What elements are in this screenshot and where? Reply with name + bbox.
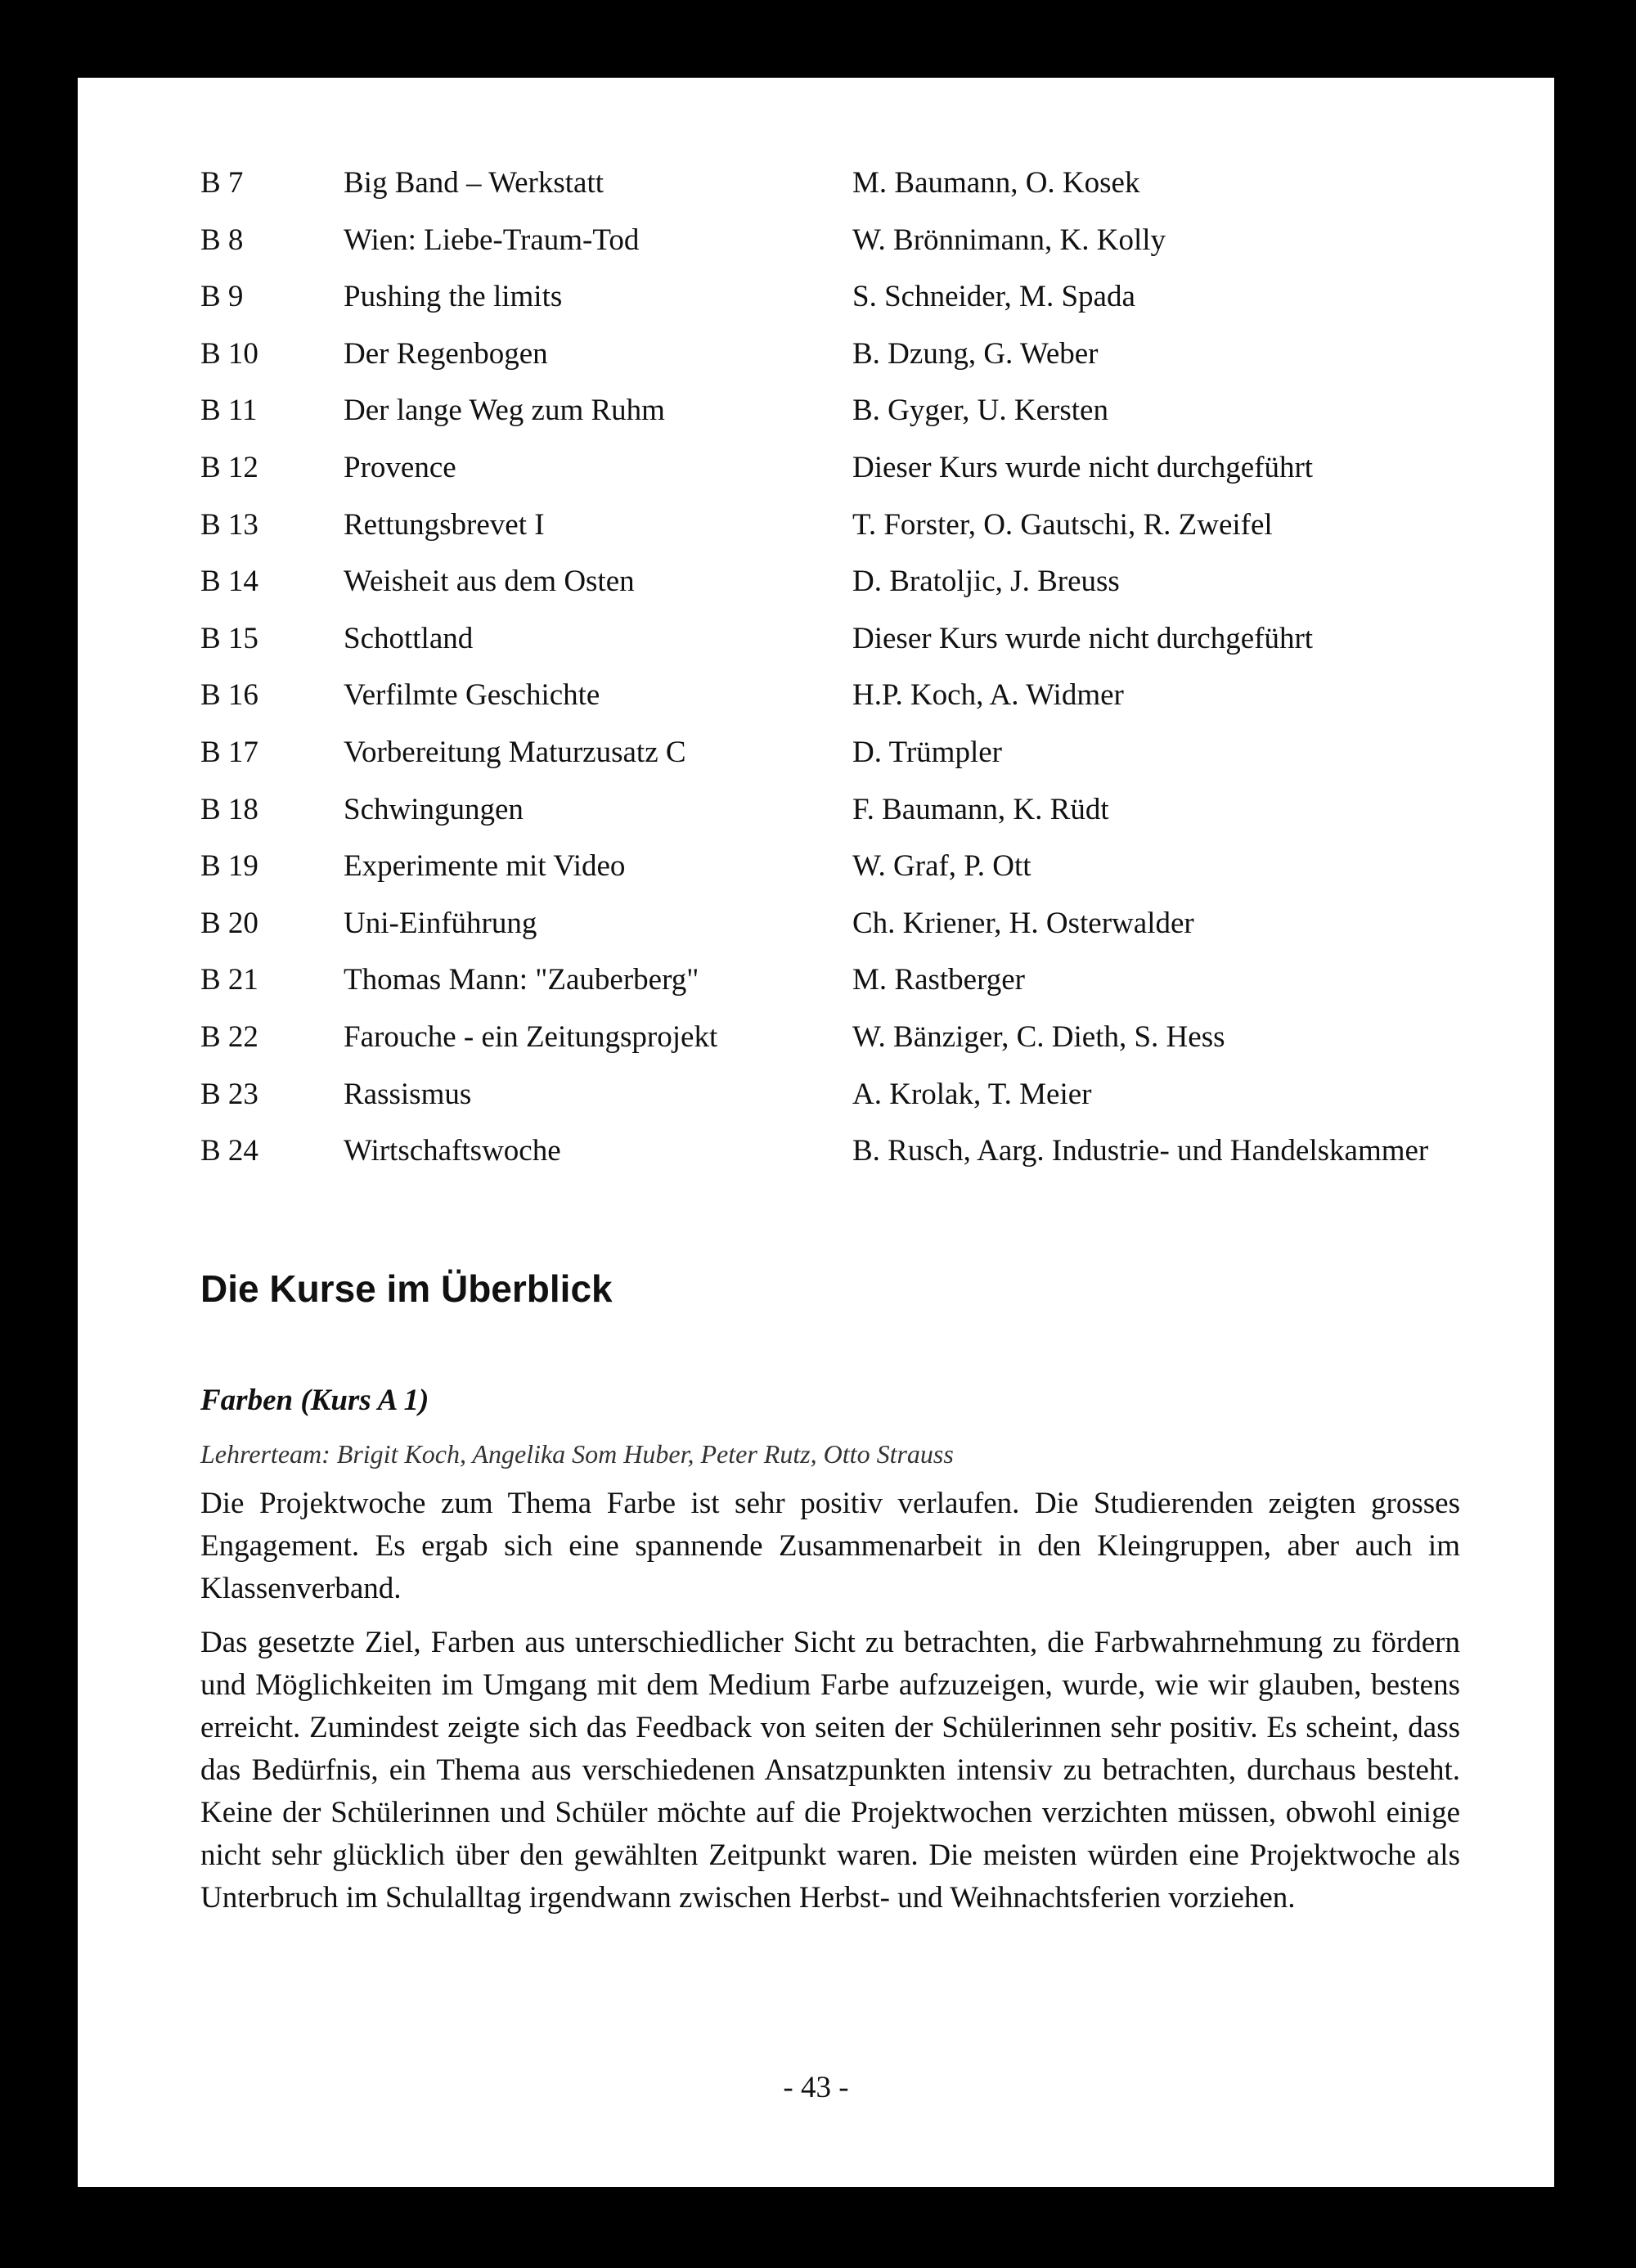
course-row	[200, 160, 1526, 217]
course-title: Wien: Liebe-Traum-Tod	[344, 223, 640, 257]
course-code: B 24	[200, 1134, 258, 1168]
course-code: B 10	[200, 336, 258, 371]
document-page	[78, 78, 1554, 2187]
course-code: B 23	[200, 1077, 258, 1111]
course-heading: Farben (Kurs A 1)	[200, 1384, 429, 1417]
course-code: B 9	[200, 280, 244, 314]
course-teachers: D. Bratoljic, J. Breuss	[852, 565, 1120, 599]
teacher-team: Lehrerteam: Brigit Koch, Angelika Som Huber, Peter Rutz, Otto Strauss	[200, 1439, 954, 1469]
course-row	[200, 672, 1526, 729]
course-list	[200, 160, 1526, 1185]
course-row	[200, 843, 1526, 900]
course-title: Rassismus	[344, 1077, 472, 1111]
course-title: Pushing the limits	[344, 280, 563, 314]
body-text	[200, 1483, 1460, 1931]
course-code: B 14	[200, 565, 258, 599]
course-teachers: B. Dzung, G. Weber	[852, 336, 1099, 371]
course-title: Farouche - ein Zeitungsprojekt	[344, 1019, 718, 1054]
paragraph: Die Projektwoche zum Thema Farbe ist sehr positiv verlaufen. Die Studierenden zeigten grosses Engagement. Es ergab sich eine spannende Zusammenarbeit in den Kleingruppen, aber auch im Klassenverband.	[200, 1487, 1460, 1605]
course-teachers: W. Bänziger, C. Dieth, S. Hess	[852, 1019, 1225, 1054]
course-code: B 21	[200, 963, 258, 997]
course-title: Verfilmte Geschichte	[344, 678, 600, 713]
course-row	[200, 1014, 1526, 1071]
course-code: B 7	[200, 166, 244, 200]
course-teachers: F. Baumann, K. Rüdt	[852, 792, 1109, 826]
course-row	[200, 956, 1526, 1014]
course-code: B 8	[200, 223, 244, 257]
course-teachers: Dieser Kurs wurde nicht durchgeführt	[852, 621, 1314, 655]
course-row	[200, 331, 1526, 388]
course-row	[200, 444, 1526, 502]
section-heading: Die Kurse im Überblick	[200, 1267, 613, 1310]
course-teachers: M. Baumann, O. Kosek	[852, 166, 1140, 200]
course-code: B 17	[200, 735, 258, 769]
course-teachers: S. Schneider, M. Spada	[852, 280, 1135, 314]
course-row	[200, 558, 1526, 615]
paragraph: Das gesetzte Ziel, Farben aus unterschiedlicher Sicht zu betrachten, die Farbwahrnehmung zu fördern und Möglichkeiten im Umgang mit dem Medium Farbe aufzuzeigen, wurde, wie wir glauben, bestens erreicht. Zumindest zeigte sich das Feedback von seiten der Schülerinnen sehr positiv. Es scheint, dass das Bedürfnis, ein Thema aus verschiedenen Ansatzpunkten intensiv zu betrachten, durchaus besteht. Keine der Schülerinnen und Schüler möchte auf die Projektwochen verzichten müssen, obwohl einige nicht sehr glücklich über den gewählten Zeitpunkt waren. Die meisten würden eine Projektwoche als Unterbruch im Schulalltag irgendwann zwischen Herbst- und Weihnachtsferien vorziehen.	[200, 1626, 1460, 1915]
course-teachers: Ch. Kriener, H. Osterwalder	[852, 906, 1194, 940]
course-teachers: A. Krolak, T. Meier	[852, 1077, 1092, 1111]
course-teachers: B. Gyger, U. Kersten	[852, 394, 1108, 428]
course-code: B 11	[200, 394, 258, 428]
course-teachers: H.P. Koch, A. Widmer	[852, 678, 1124, 713]
course-code: B 15	[200, 621, 258, 655]
course-row	[200, 900, 1526, 957]
course-row	[200, 1127, 1526, 1185]
course-teachers: B. Rusch, Aarg. Industrie- und Handelskammer	[852, 1134, 1429, 1168]
course-code: B 20	[200, 906, 258, 940]
course-teachers: W. Graf, P. Ott	[852, 849, 1031, 884]
course-title: Vorbereitung Maturzusatz C	[344, 735, 686, 769]
course-teachers: T. Forster, O. Gautschi, R. Zweifel	[852, 507, 1273, 542]
course-code: B 13	[200, 507, 258, 542]
course-teachers: M. Rastberger	[852, 963, 1025, 997]
course-row	[200, 615, 1526, 673]
course-title: Provence	[344, 450, 456, 484]
course-code: B 22	[200, 1019, 258, 1054]
course-title: Schottland	[344, 621, 474, 655]
course-code: B 12	[200, 450, 258, 484]
course-code: B 18	[200, 792, 258, 826]
course-title: Wirtschaftswoche	[344, 1134, 561, 1168]
course-title: Experimente mit Video	[344, 849, 626, 884]
course-row	[200, 387, 1526, 444]
course-code: B 19	[200, 849, 258, 884]
course-title: Der Regenbogen	[344, 336, 548, 371]
course-row	[200, 273, 1526, 331]
course-row	[200, 786, 1526, 844]
course-title: Weisheit aus dem Osten	[344, 565, 635, 599]
course-title: Uni-Einführung	[344, 906, 537, 940]
course-title: Thomas Mann: "Zauberberg"	[344, 963, 699, 997]
course-row	[200, 1071, 1526, 1128]
course-title: Der lange Weg zum Ruhm	[344, 394, 665, 428]
course-teachers: D. Trümpler	[852, 735, 1002, 769]
course-teachers: Dieser Kurs wurde nicht durchgeführt	[852, 450, 1314, 484]
course-title: Schwingungen	[344, 792, 524, 826]
course-title: Rettungsbrevet I	[344, 507, 545, 542]
course-row	[200, 217, 1526, 274]
course-title: Big Band – Werkstatt	[344, 166, 605, 200]
course-teachers: W. Brönnimann, K. Kolly	[852, 223, 1166, 257]
course-code: B 16	[200, 678, 258, 713]
page-number: - 43 -	[783, 2071, 849, 2104]
course-row	[200, 729, 1526, 786]
course-row	[200, 502, 1526, 559]
